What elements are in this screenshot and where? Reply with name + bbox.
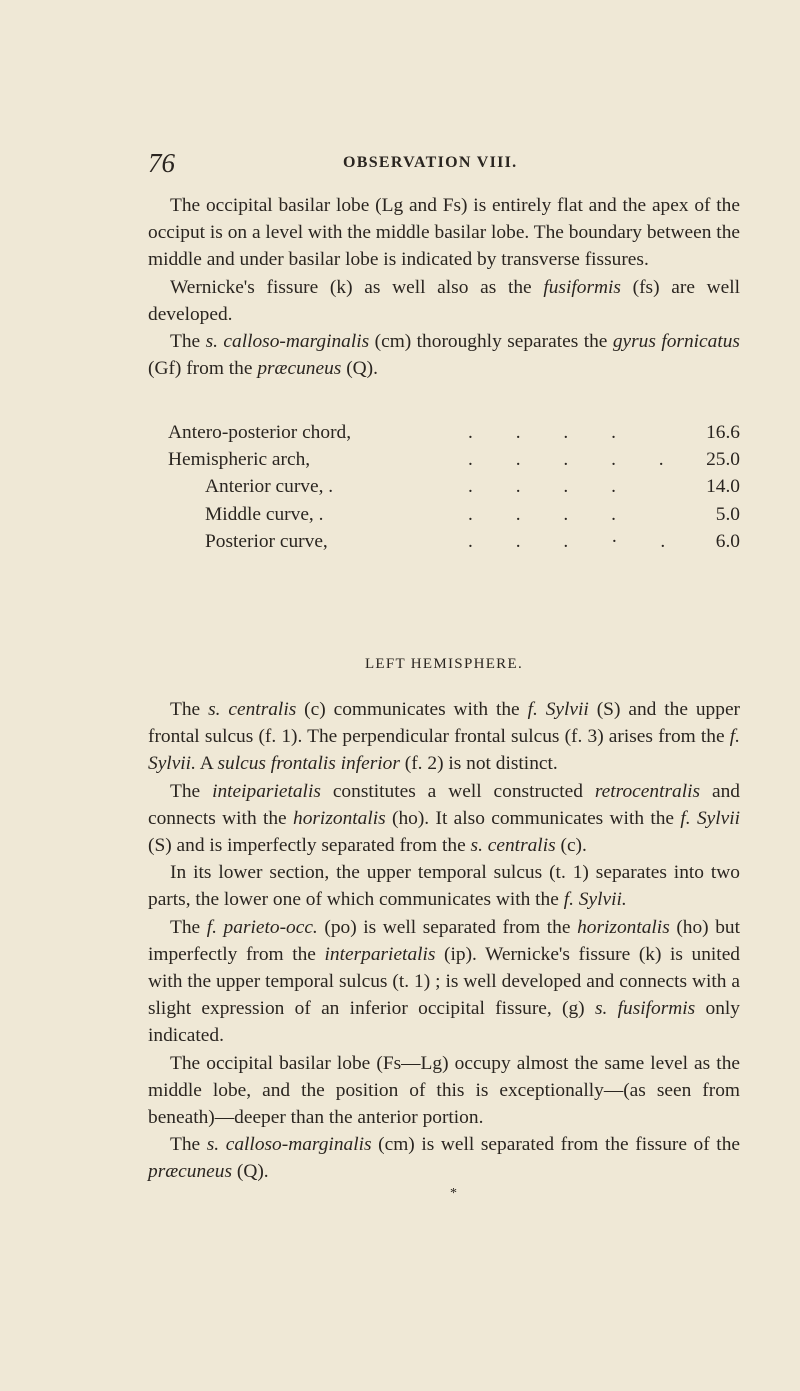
leader-dots: . . . . bbox=[468, 422, 635, 443]
measurement-value: 16.6 bbox=[706, 422, 740, 443]
measurement-label: Antero-posterior chord, bbox=[168, 422, 352, 443]
measurement-label: Posterior curve, bbox=[205, 530, 328, 552]
page-header bbox=[148, 148, 748, 178]
leader-dots: . . . . . bbox=[468, 449, 683, 471]
measurement-value: 25.0 bbox=[706, 449, 740, 471]
paragraph: The s. centralis (c) communicates with the f. Sylvii (S) and the upper frontal sulcus (f. 1). The perpendicular frontal sulcus (f. 3) arises from the f. Sylvii. A sulcus frontalis inferior (f. 2) is not distinct. bbox=[148, 699, 741, 775]
measurement-row bbox=[168, 419, 740, 446]
running-head: OBSERVATION VIII. bbox=[343, 154, 518, 171]
measurement-label: Anterior curve, . bbox=[205, 476, 334, 498]
body-text-top bbox=[148, 192, 740, 382]
measurement-row bbox=[168, 501, 740, 528]
measurement-row bbox=[168, 446, 740, 473]
measurement-row bbox=[168, 473, 740, 500]
footnote-mark: * bbox=[450, 1186, 457, 1201]
paragraph: In its lower section, the upper temporal sulcus (t. 1) separates into two parts, the lower one of which communicates with the f. Sylvii. bbox=[148, 862, 740, 911]
leader-dots: . . . · . bbox=[468, 530, 685, 552]
body-text-left-hemisphere bbox=[148, 696, 740, 1186]
measurement-value: 14.0 bbox=[706, 476, 740, 498]
paragraph: The s. calloso-marginalis (cm) is well separated from the fissure of the præcuneus (Q). bbox=[148, 1134, 740, 1183]
measurement-label: Hemispheric arch, bbox=[168, 449, 311, 471]
paragraph: The f. parieto-occ. (po) is well separated from the horizontalis (ho) but imperfectly from the interparietalis (ip). Wernicke's fissure (k) is united with the upper temporal sulcus (t. 1) ; is well developed and connects with a slight expression of an inferior occipital fissure, (g) s. fusiformis only indicated. bbox=[148, 916, 740, 1047]
paragraph: Wernicke's fissure (k) as well also as the fusiformis (fs) are well developed. bbox=[148, 276, 741, 325]
section-heading: LEFT HEMISPHERE. bbox=[364, 656, 524, 672]
measurement-value: 5.0 bbox=[715, 503, 740, 525]
paragraph: The inteiparietalis constitutes a well constructed retrocentralis and connects with the horizontalis (ho). It also communicates with the f. Sylvii (S) and is imperfectly separated from the s. centralis (c). bbox=[148, 780, 741, 857]
paragraph: The s. calloso-marginalis (cm) thoroughly separates the gyrus fornicatus (Gf) from the præcuneus (Q). bbox=[148, 331, 740, 380]
measurement-row bbox=[168, 528, 740, 555]
measurements-table bbox=[168, 419, 740, 555]
measurement-value: 6.0 bbox=[715, 530, 740, 552]
paragraph: The occipital basilar lobe (Lg and Fs) is entirely flat and the apex of the occiput is on a level with the middle basilar lobe. The boundary between the middle and under basilar lobe is indicated by transverse fissures. bbox=[148, 195, 740, 271]
leader-dots: . . . . bbox=[468, 476, 635, 498]
page-number: 76 bbox=[148, 148, 175, 178]
measurement-label: Middle curve, . bbox=[205, 503, 324, 525]
paragraph: The occipital basilar lobe (Fs—Lg) occupy almost the same level as the middle lobe, and the position of this is exceptionally—(as seen from beneath)—deeper than the anterior portion. bbox=[148, 1052, 740, 1129]
leader-dots: . . . . bbox=[468, 503, 635, 525]
